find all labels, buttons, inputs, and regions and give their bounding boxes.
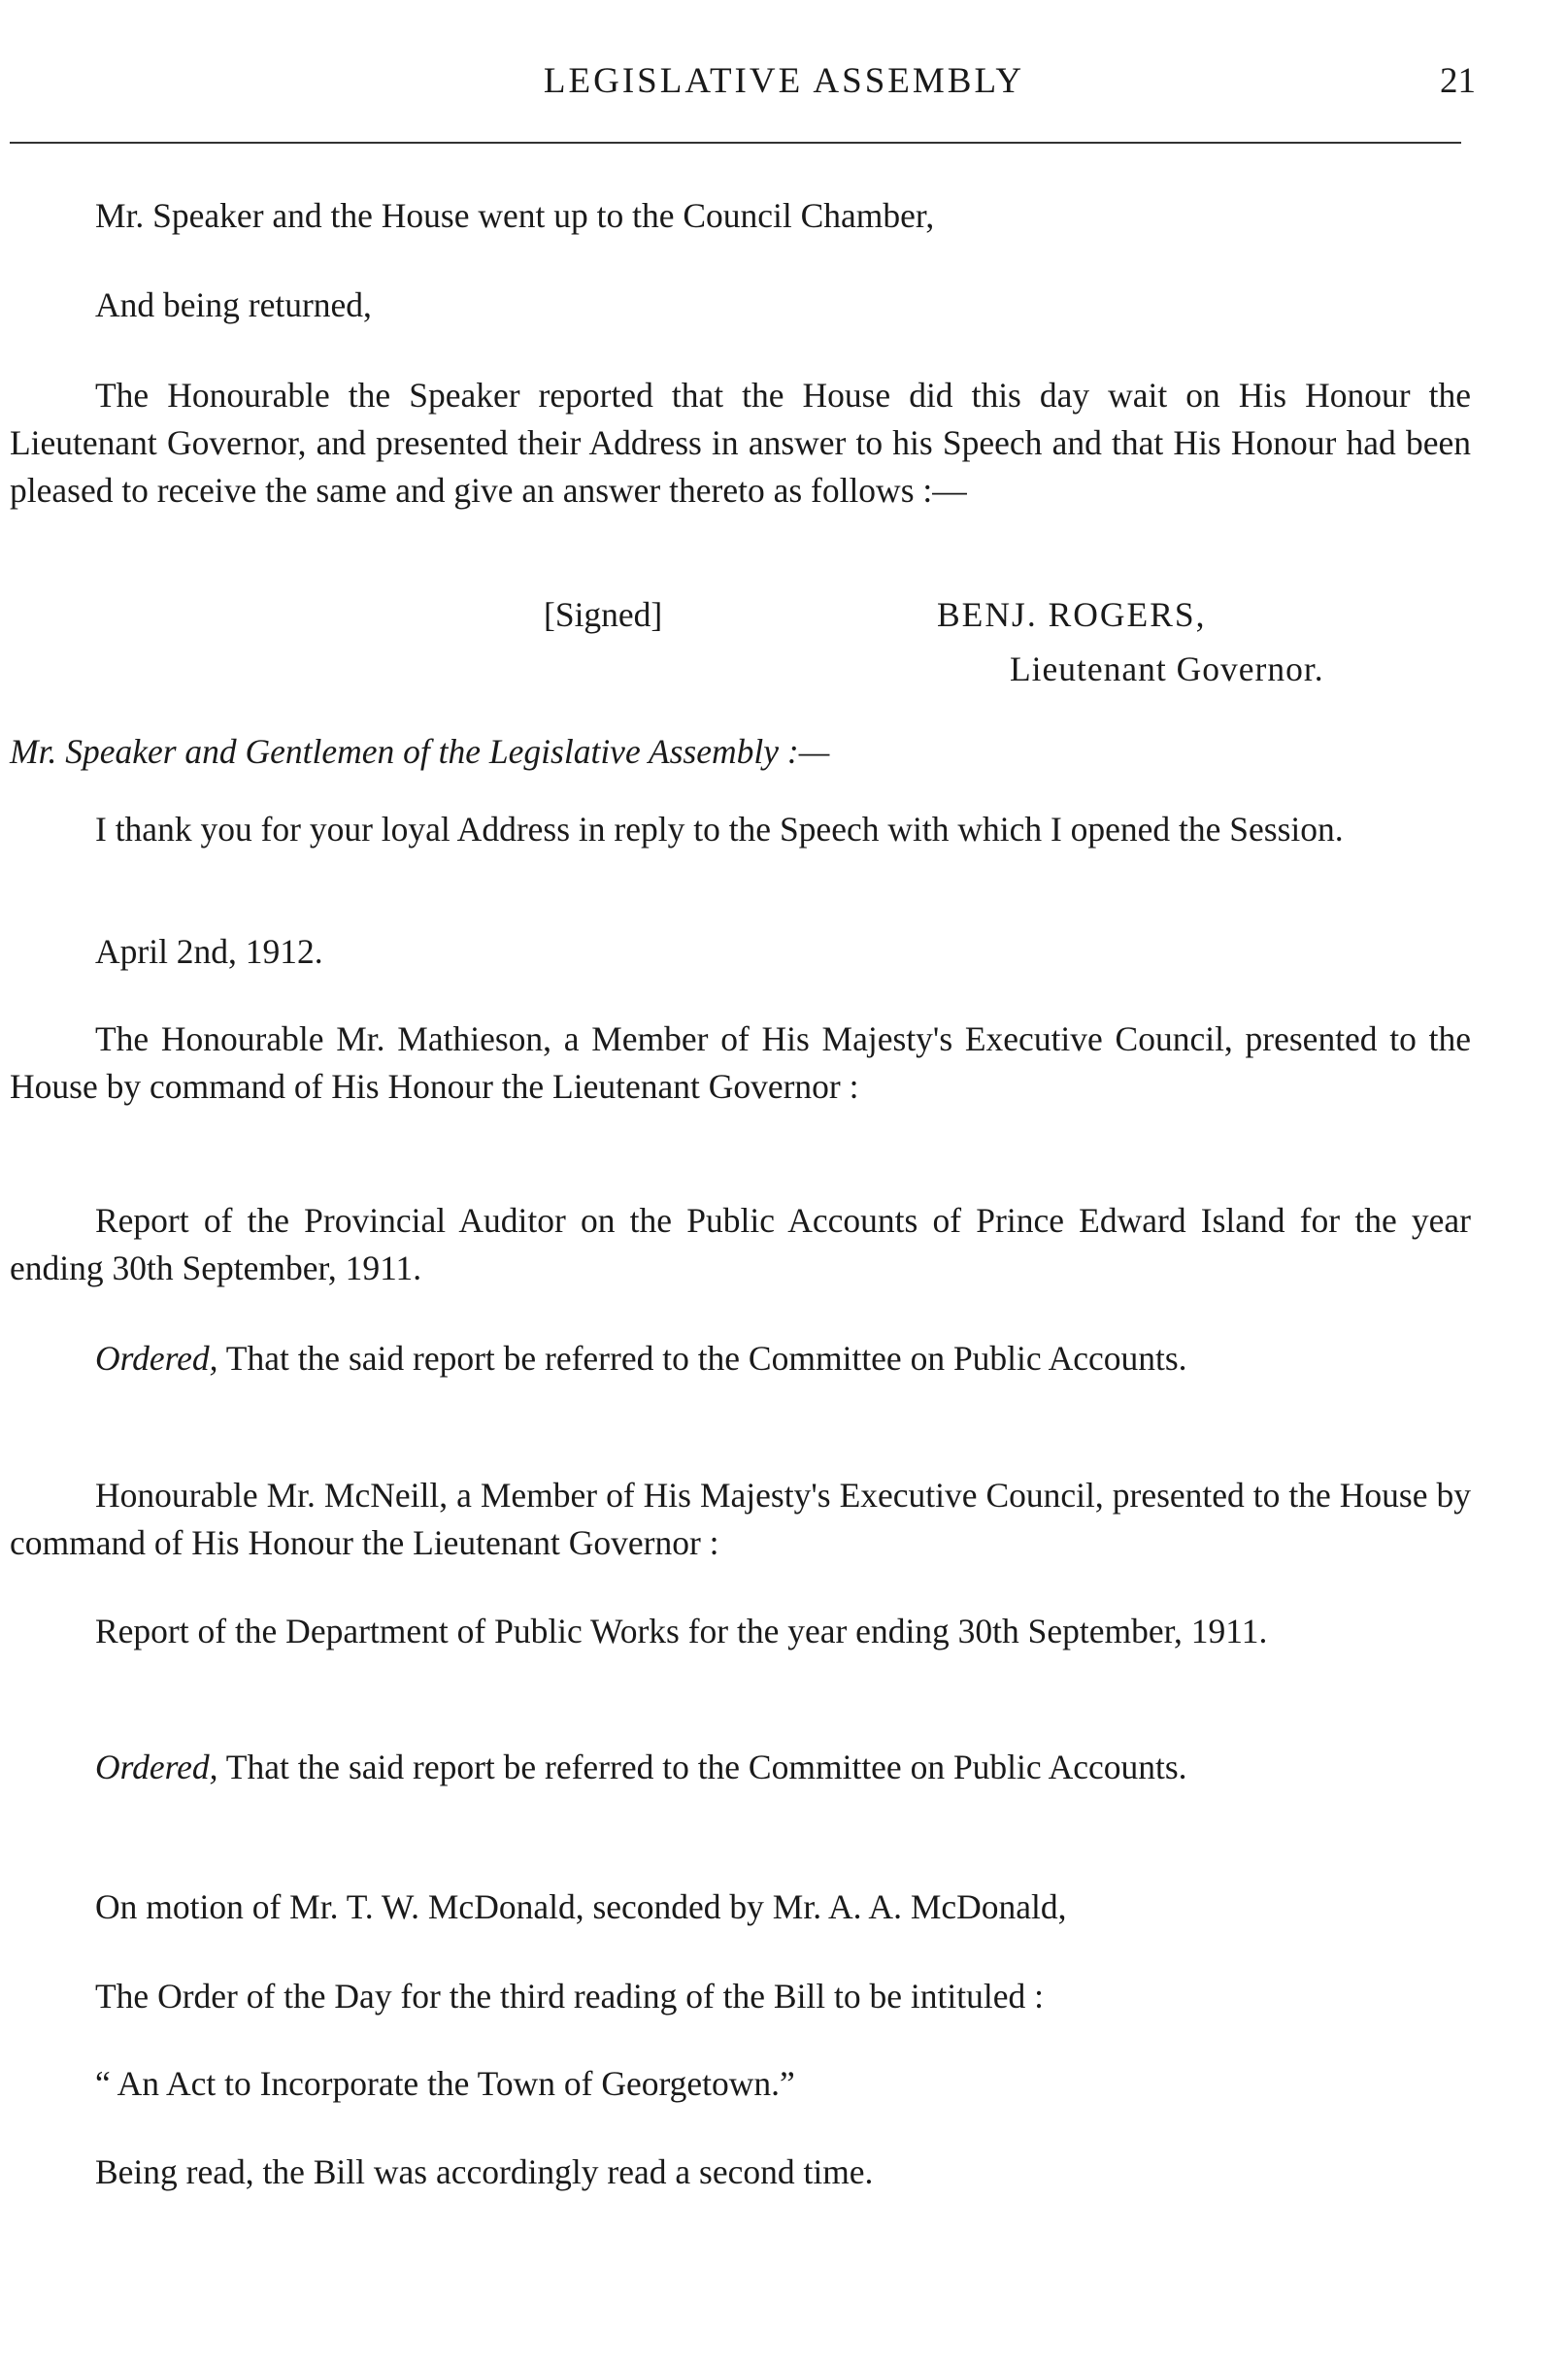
paragraph-mcneill: Honourable Mr. McNeill, a Member of His Majesty's Executive Council, presented to the House by command of His Honour the Lieutenant Governor : (10, 1476, 1471, 1562)
ordered-text: That the said report be referred to the Committee on Public Accounts. (217, 1339, 1187, 1378)
paragraph-speaker-report: The Honourable the Speaker reported that the House did this day wait on His Honour the Lieutenant Governor, and presented their Address in answer to his Speech and that His Honour had been pleased to receive the same and give an answer thereto as follows :— (10, 376, 1471, 510)
ordered-label: Ordered, (95, 1339, 218, 1378)
ordered-label: Ordered, (95, 1748, 218, 1786)
signature-title: Lieutenant Governor. (1010, 650, 1324, 688)
paragraph-order-of-day: The Order of the Day for the third reading of the Bill to be intituled : (95, 1977, 1044, 2016)
paragraph-returned: And being returned, (95, 285, 372, 324)
paragraph-bill-read: Being read, the Bill was accordingly read a second time. (95, 2152, 874, 2191)
date-line: April 2nd, 1912. (95, 932, 323, 971)
paragraph-auditor-report: Report of the Provincial Auditor on the Public Accounts of Prince Edward Island for the year ending 30th September, 1911. (10, 1201, 1471, 1287)
paragraph-thanks: I thank you for your loyal Address in reply to the Speech with which I opened the Session. (95, 810, 1344, 849)
paragraph-ordered-1 (10, 1335, 1471, 1383)
ordered-text: That the said report be referred to the Committee on Public Accounts. (217, 1748, 1187, 1786)
paragraph-ordered-2 (10, 1744, 1471, 1791)
signature-name: BENJ. ROGERS, (937, 595, 1207, 634)
paragraph-public-works: Report of the Department of Public Works for the year ending 30th September, 1911. (95, 1612, 1268, 1650)
signature-label: [Signed] (544, 595, 663, 634)
paragraph-council-chamber: Mr. Speaker and the House went up to the Council Chamber, (95, 196, 935, 235)
running-title: LEGISLATIVE ASSEMBLY (543, 61, 1025, 101)
salutation: Mr. Speaker and Gentlemen of the Legislative Assembly :— (10, 732, 830, 771)
paragraph-mathieson: The Honourable Mr. Mathieson, a Member of His Majesty's Executive Council, presented to the House by command of His Honour the Lieutenant Governor : (10, 1019, 1471, 1106)
paragraph-motion: On motion of Mr. T. W. McDonald, seconded by Mr. A. A. McDonald, (95, 1887, 1067, 1926)
bill-title: “ An Act to Incorporate the Town of Georgetown.” (95, 2064, 795, 2103)
page-header (0, 60, 1568, 109)
header-rule (10, 142, 1461, 144)
page-number: 21 (1440, 61, 1476, 101)
